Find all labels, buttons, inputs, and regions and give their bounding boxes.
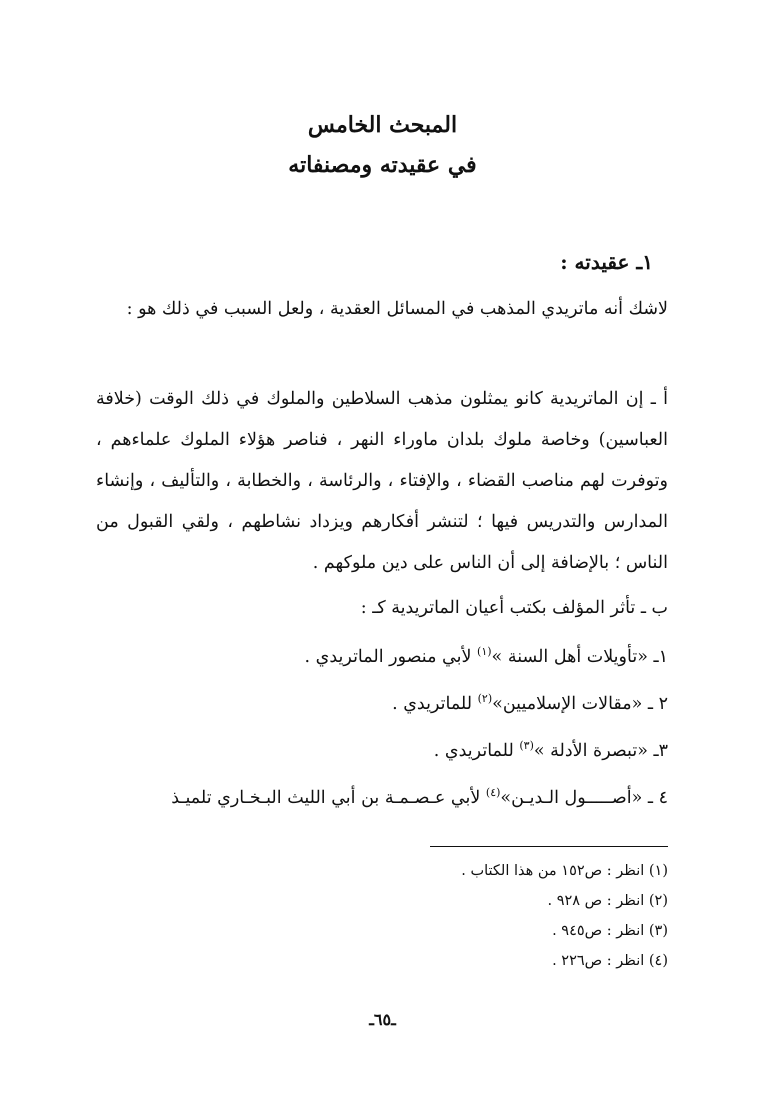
page-number: ـ٦٥ـ — [369, 1010, 396, 1029]
footnote-divider — [430, 846, 668, 847]
footnote: (٤) انظر : ص٢٢٦ . — [552, 953, 668, 969]
list-item-text: ٣ـ «تبصرة الأدلة » — [533, 741, 668, 761]
chapter-title: المبحث الخامس — [307, 112, 458, 138]
list-item-text: ٤ ـ «أصـــــول الـديـن» — [500, 788, 668, 808]
list-item-author: لأبي منصور الماتريدي . — [304, 647, 478, 667]
reason-b — [96, 588, 668, 629]
footnote-ref: (١) — [477, 645, 492, 659]
footnote-ref: (٢) — [477, 692, 493, 706]
footnote: (٢) انظر : ص ٩٢٨ . — [547, 893, 668, 909]
reason-a-paragraph: أ ـ إن الماتريدية كانو يمثلون مذهب السلاطين والملوك في ذلك الوقت (خلافة العباسين) وخاصة ملوك بلدان ماوراء النهر ، فناصر هؤلاء الملوك علماءهم ، وتوفرت لهم مناصب القضاء ، والإفتاء ، والرئاسة ، والخطابة ، والتأليف ، وإنشاء المدارس والتدريس فيها ؛ لتنشر أفكارهم ويزداد نشاطهم ، ولقي القبول من الناس ؛ بالإضافة إلى أن الناس على دين ملوكهم . — [96, 389, 668, 573]
list-item — [96, 684, 668, 731]
list-item-author: لأبي عـصـمـة بن أبي الليث البـخـاري تلميـذ — [171, 788, 486, 808]
footnotes — [96, 856, 668, 976]
section-heading: ١ـ عقيدته : — [560, 250, 653, 274]
footnote-ref: (٤) — [485, 786, 501, 800]
list-item-text: ١ـ «تأويلات أهل السنة » — [491, 647, 668, 667]
footnote: (١) انظر : ص١٥٢ من هذا الكتاب . — [461, 863, 668, 879]
list-item-text: ٢ ـ «مقالات الإسلاميين» — [492, 694, 668, 714]
chapter-subtitle: في عقيدته ومصنفاته — [288, 152, 477, 178]
reason-b-line: ب ـ تأثر المؤلف بكتب أعيان الماتريدية كـ : — [360, 598, 668, 618]
list-item-author: للماتريدي . — [392, 694, 478, 714]
list-item — [96, 731, 668, 778]
list-item — [96, 637, 668, 684]
intro-paragraph: لاشك أنه ماتريدي المذهب في المسائل العقدية ، ولعل السبب في ذلك هو : — [126, 299, 668, 319]
list-item-author: للماتريدي . — [433, 741, 520, 761]
footnote: (٣) انظر : ص٩٤٥ . — [552, 923, 668, 939]
book-list — [96, 637, 668, 825]
list-item — [96, 778, 668, 825]
footnote-ref: (٣) — [519, 739, 534, 753]
